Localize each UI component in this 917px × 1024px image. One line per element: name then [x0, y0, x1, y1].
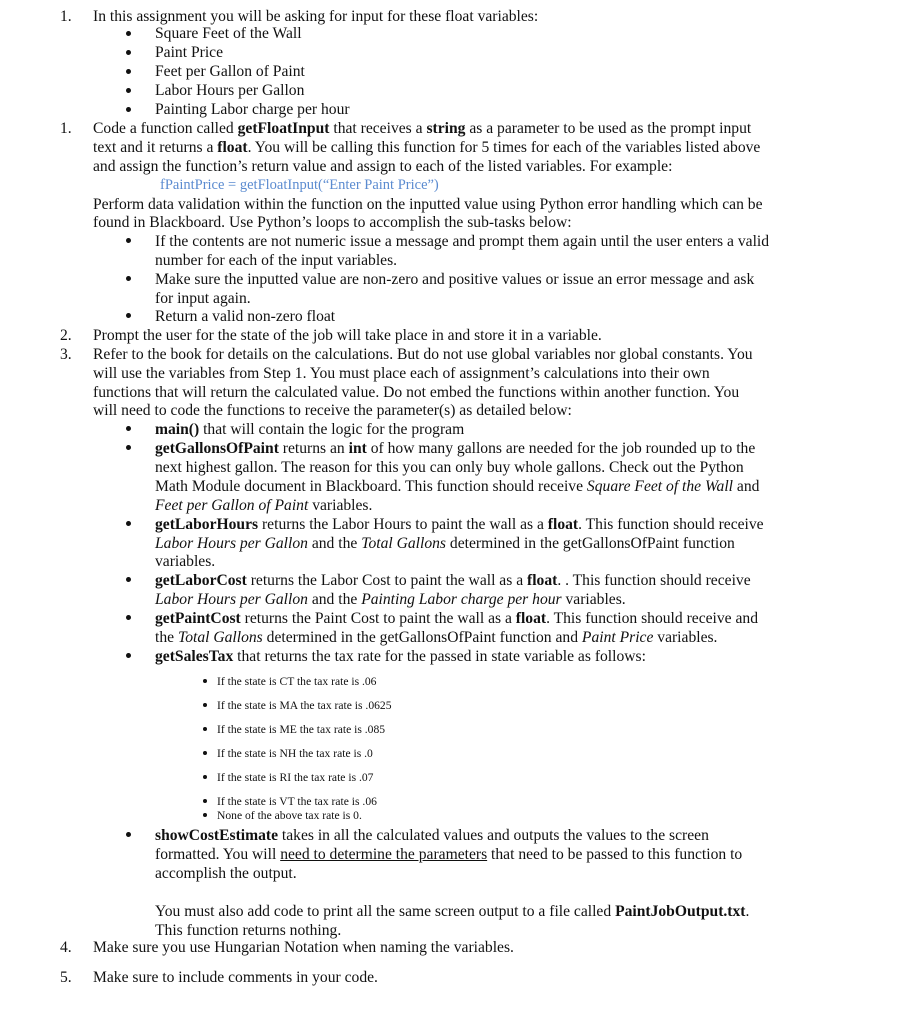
tax-rule: If the state is MA the tax rate is .0625: [217, 699, 392, 712]
bullet: [126, 615, 131, 620]
step3-line: Refer to the book for details on the calculations. But do not use global variables nor global constants. You: [93, 346, 753, 363]
function-getlaborcost: getLaborCost returns the Labor Cost to paint the wall as a float. . This function should receive: [155, 572, 751, 589]
function-desc: Feet per Gallon of Paint variables.: [155, 497, 373, 514]
step1-line: text and it returns a float. You will be calling this function for 5 times for each of the variables listed above: [93, 139, 761, 156]
bullet: [203, 727, 207, 731]
function-desc: next highest gallon. The reason for this you can only buy whole gallons. Check out the Python: [155, 459, 744, 476]
bullet: [126, 577, 131, 582]
step1-line: found in Blackboard. Use Python’s loops to accomplish the sub-tasks below:: [93, 214, 572, 231]
var-item: Labor Hours per Gallon: [155, 82, 305, 99]
var-item: Square Feet of the Wall: [155, 25, 302, 42]
item-number: 5.: [60, 969, 72, 986]
function-desc: Labor Hours per Gallon and the Painting Labor charge per hour variables.: [155, 591, 626, 608]
item-number: 1.: [60, 120, 72, 137]
sub-task: for input again.: [155, 290, 251, 307]
sub-task: Make sure the inputted value are non-zero and positive values or issue an error message and ask: [155, 271, 755, 288]
function-desc: variables.: [155, 553, 216, 570]
tax-rule: If the state is ME the tax rate is .085: [217, 723, 386, 736]
bullet: [203, 799, 207, 803]
var-item: Painting Labor charge per hour: [155, 101, 350, 118]
function-getpaintcost: getPaintCost returns the Paint Cost to paint the wall as a float. This function should receive and: [155, 610, 759, 627]
step3-line: will use the variables from Step 1. You must place each of assignment’s calculations into their own: [93, 365, 710, 382]
function-getlaborhours: getLaborHours returns the Labor Hours to paint the wall as a float. This function should receive: [155, 516, 764, 533]
step5-text: Make sure to include comments in your code.: [93, 969, 378, 986]
code-example: fPaintPrice = getFloatInput(“Enter Paint Price”): [160, 177, 439, 193]
sub-task: number for each of the input variables.: [155, 252, 398, 269]
bullet: [126, 69, 131, 74]
function-desc: the Total Gallons determined in the getGallonsOfPaint function and Paint Price variables.: [155, 629, 718, 646]
function-desc: formatted. You will need to determine the parameters that need to be passed to this function to: [155, 846, 743, 863]
function-getgallons: getGallonsOfPaint returns an int of how many gallons are needed for the job rounded up to the: [155, 440, 756, 457]
step4-text: Make sure you use Hungarian Notation when naming the variables.: [93, 939, 514, 956]
bullet: [203, 679, 207, 683]
bullet: [126, 521, 131, 526]
function-desc: Math Module document in Blackboard. This function should receive Square Feet of the Wall and: [155, 478, 760, 495]
function-desc: Labor Hours per Gallon and the Total Gallons determined in the getGallonsOfPaint function: [155, 535, 735, 552]
bullet: [203, 813, 207, 817]
var-item: Paint Price: [155, 44, 223, 61]
step1-line: and assign the function’s return value and assign to each of the listed variables. For example:: [93, 158, 673, 175]
sub-task: If the contents are not numeric issue a message and prompt them again until the user enters a valid: [155, 233, 770, 250]
bullet: [126, 276, 131, 281]
item-number: 3.: [60, 346, 72, 363]
bullet: [126, 50, 131, 55]
bullet: [126, 238, 131, 243]
step2-text: Prompt the user for the state of the job will take place in and store it in a variable.: [93, 327, 602, 344]
step1-line: Perform data validation within the function on the inputted value using Python error handling which can be: [93, 196, 763, 213]
bullet: [126, 445, 131, 450]
bullet: [126, 107, 131, 112]
intro-text: In this assignment you will be asking for input for these float variables:: [93, 8, 539, 25]
bullet: [203, 703, 207, 707]
step3-line: functions that will return the calculated value. Do not embed the functions within another function. You: [93, 384, 740, 401]
var-item: Feet per Gallon of Paint: [155, 63, 305, 80]
bullet: [126, 88, 131, 93]
tax-rule: If the state is RI the tax rate is .07: [217, 771, 374, 784]
bullet: [126, 31, 131, 36]
bullet: [126, 313, 131, 318]
file-output-note: This function returns nothing.: [155, 922, 342, 939]
function-main: main() that will contain the logic for the program: [155, 421, 465, 438]
tax-rule: None of the above tax rate is 0.: [217, 809, 362, 822]
function-desc: accomplish the output.: [155, 865, 297, 882]
file-output-note: You must also add code to print all the same screen output to a file called PaintJobOutput.txt.: [155, 903, 750, 920]
step1-line: Code a function called getFloatInput that receives a string as a parameter to be used as the prompt input: [93, 120, 752, 137]
bullet: [126, 426, 131, 431]
step3-line: will need to code the functions to receive the parameter(s) as detailed below:: [93, 402, 572, 419]
tax-rule: If the state is VT the tax rate is .06: [217, 795, 377, 808]
sub-task: Return a valid non-zero float: [155, 308, 336, 325]
bullet: [126, 832, 131, 837]
item-number: 4.: [60, 939, 72, 956]
bullet: [203, 751, 207, 755]
item-number: 2.: [60, 327, 72, 344]
function-showcostestimate: showCostEstimate takes in all the calculated values and outputs the values to the screen: [155, 827, 709, 844]
tax-rule: If the state is CT the tax rate is .06: [217, 675, 377, 688]
item-number: 1.: [60, 8, 72, 25]
bullet: [203, 775, 207, 779]
function-getsalestax: getSalesTax that returns the tax rate for the passed in state variable as follows:: [155, 648, 646, 665]
tax-rule: If the state is NH the tax rate is .0: [217, 747, 373, 760]
bullet: [126, 653, 131, 658]
